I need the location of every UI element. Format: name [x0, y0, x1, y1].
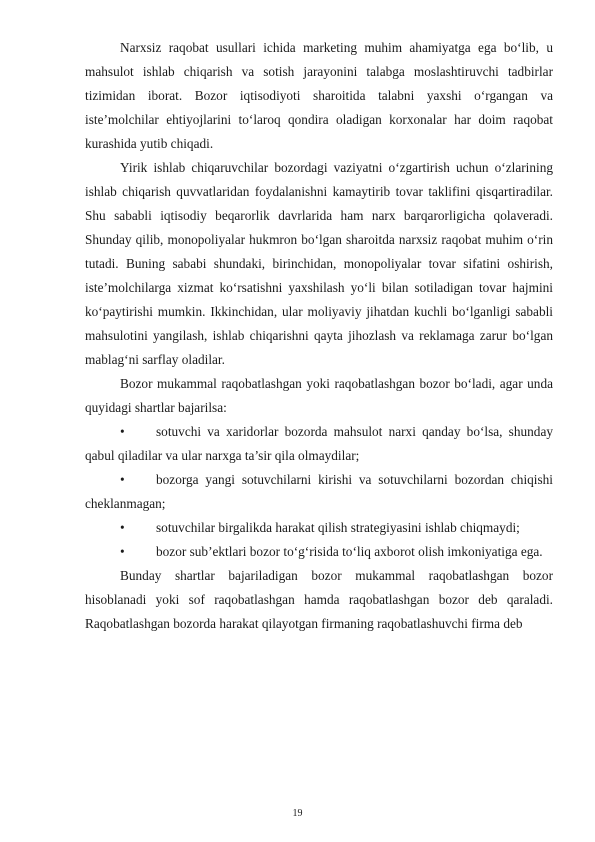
- list-item: [85, 516, 553, 540]
- list-item: [85, 540, 553, 564]
- bullet-mark: •: [120, 520, 125, 535]
- list-item-text: sotuvchilar birgalikda harakat qilish strategiyasini ishlab chiqmaydi;: [156, 520, 520, 535]
- page-body: [85, 36, 553, 636]
- paragraph-marketing: Narxsiz raqobat usullari ichida marketing muhim ahamiyatga ega bo‘lib, u mahsulot ishlab chiqarish va sotish jarayonini talabga moslashtiruvchi tadbirlar tizimidan iborat. Bozor iqtisodiyoti sharoitida talabni yaxshi o‘rgangan va iste’molchilar ehtiyojlarini to‘laroq qondira oladigan korxonalar har doim raqobat kurashida yutib chiqadi.: [85, 40, 553, 151]
- page-number: 19: [292, 808, 303, 819]
- paragraph-producers: Yirik ishlab chiqaruvchilar bozordagi vaziyatni o‘zgartirish uchun o‘zlarining ishlab chiqarish quvvatlaridan foydalanishni kamaytirib tovar taklifini qisqartiradilar. Shu sababli iqtisodiy beqarorlik davrlarida ham narx barqarorligicha qolaveradi. Shunday qilib, monopoliyalar hukmron bo‘lgan sharoitda narxsiz raqobat muhim o‘rin tutadi. Buning sababi shundaki, birinchidan, monopoliyalar tovar sifatini oshirish, iste’molchilarga xizmat ko‘rsatishni yaxshilash yo‘li bilan sotiladigan tovar hajmini ko‘paytirishi mumkin. Ikkinchidan, ular moliyaviy jihatdan kuchli bo‘lganligi sababli mahsulotini yangilash, ishlab chiqarishni qayta jihozlash va reklamaga zarur bo‘lgan mablag‘ni sarflay oladilar.: [85, 160, 553, 367]
- paragraph-closing: Bunday shartlar bajariladigan bozor mukammal raqobatlashgan bozor hisoblanadi yoki sof raqobatlashgan hamda raqobatlashgan bozor deb qaraladi. Raqobatlashgan bozorda harakat qilayotgan firmaning raqobatlashuvchi firma deb: [85, 568, 553, 631]
- bullet-mark: •: [120, 472, 125, 487]
- bullet-mark: •: [120, 544, 125, 559]
- list-item-text: bozorga yangi sotuvchilarni kirishi va sotuvchilarni bozordan chiqishi cheklanmagan;: [85, 472, 553, 511]
- list-item-text: bozor sub’ektlari bozor to‘g‘risida to‘liq axborot olish imkoniyatiga ega.: [156, 544, 543, 559]
- paragraph-conditions-intro: Bozor mukammal raqobatlashgan yoki raqobatlashgan bozor bo‘ladi, agar unda quyidagi shartlar bajarilsa:: [85, 376, 553, 415]
- bullet-mark: •: [120, 424, 125, 439]
- list-item: [85, 420, 553, 468]
- list-item-text: sotuvchi va xaridorlar bozorda mahsulot narxi qanday bo‘lsa, shunday qabul qiladilar va ular narxga ta’sir qila olmaydilar;: [85, 424, 553, 463]
- list-item: [85, 468, 553, 516]
